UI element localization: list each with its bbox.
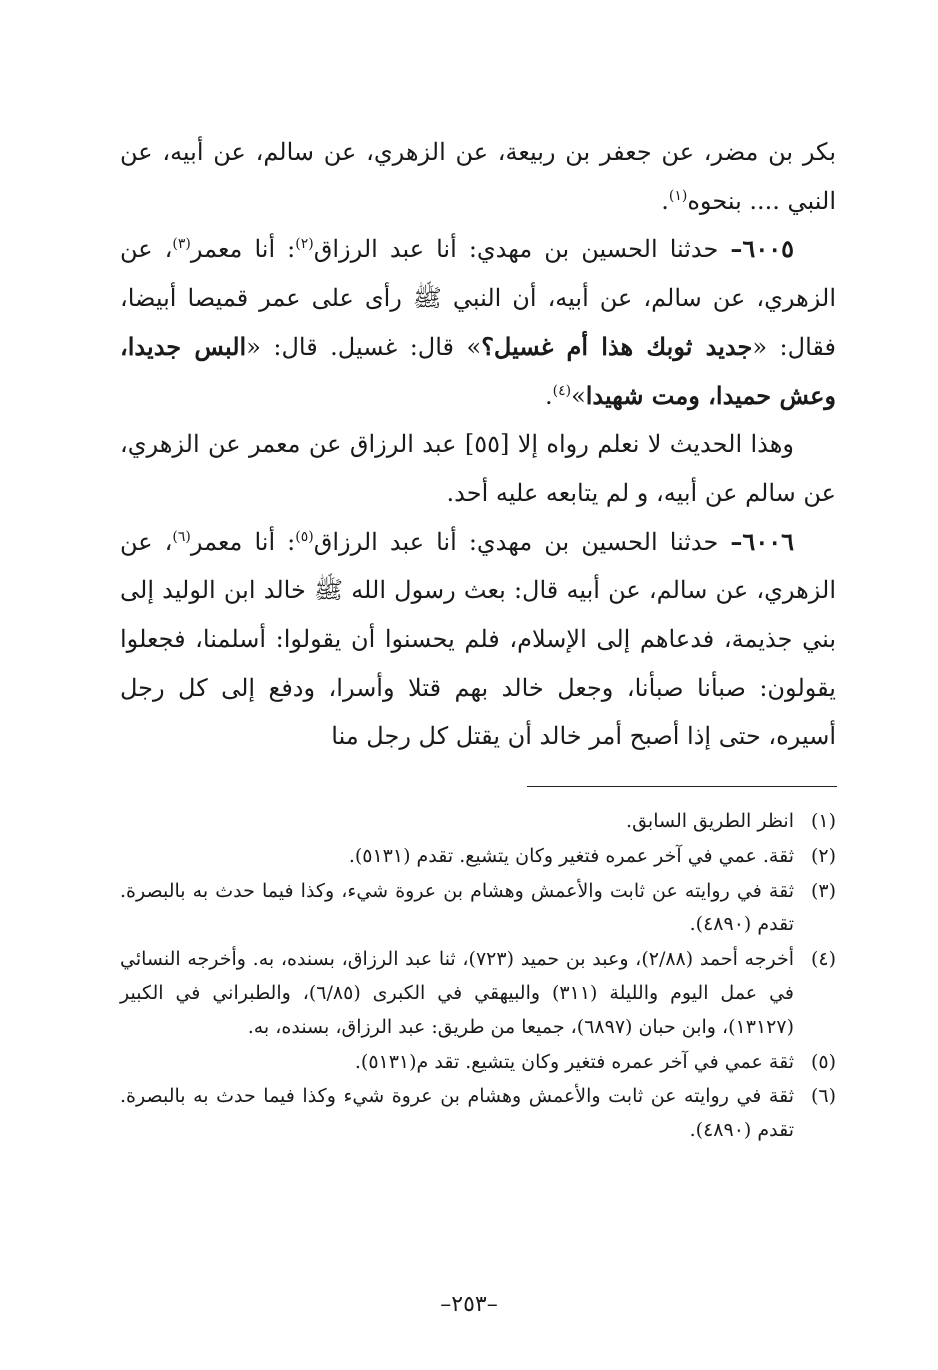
commentary-paragraph: وهذا الحديث لا نعلم رواه إلا [٥٥] عبد الرزاق عن معمر عن الزهري، عن سالم عن أبيه، و لم يتابعه عليه أحد.	[120, 430, 836, 507]
footnote-item	[120, 1046, 836, 1080]
hadith-text: : أنا معمر	[190, 527, 296, 556]
footnote-number: (٥)	[810, 1050, 836, 1073]
footnote-text: أخرجه أحمد (٢/٨٨)، وعبد بن حميد (٧٢٣)، ثنا عبد الرزاق، بسنده، به. وأخرجه النسائي في عمل اليوم والليلة (٣١١) والبيهقي في الكبرى (٦/٨٥)، والطبراني في الكبير (١٣١٢٧)، وابن حبان (٦٨٩٧)، جميعا من طريق: عبد الرزاق، بسنده، به.	[120, 948, 795, 1038]
footnote-number: (٣)	[810, 879, 836, 902]
hadith-text: » قال: غسيل. قال: «	[246, 332, 482, 361]
footnote-ref-3: (٣)	[172, 236, 191, 253]
paragraph-continuation	[120, 128, 836, 225]
hadith-text: حدثنا الحسين بن مهدي: أنا عبد الرزاق	[313, 527, 731, 556]
hadith-text: .	[544, 381, 553, 410]
footnote-number: (١)	[810, 810, 836, 832]
footnotes	[120, 805, 836, 1149]
hadith-number: ٦٠٠٦–	[730, 526, 794, 556]
hadith-6005	[120, 225, 836, 420]
footnote-text: انظر الطريق السابق.	[626, 810, 794, 832]
footnote-ref-2: (٢)	[295, 236, 314, 253]
footnote-item	[120, 805, 836, 839]
footnote-ref-1: (١)	[668, 187, 688, 204]
hadith-number: ٦٠٠٥–	[730, 234, 794, 264]
footnote-text: ثقة في روايته عن ثابت والأعمش وهشام بن عروة شيء، وكذا فيما حدث به بالبصرة. تقدم (٤٨٩٠).	[120, 879, 794, 936]
hadith-text: ، عن الزهري، عن سالم، عن أبيه، أن النبي ﷺ رأى على عمر قميصا أبيضا، فقال: «	[120, 235, 836, 361]
footnote-ref-6: (٦)	[172, 528, 191, 545]
footnote-ref-4: (٤)	[552, 382, 572, 399]
footnote-number: (٢)	[810, 844, 836, 867]
paragraph-end: .	[661, 186, 669, 215]
hadith-text: حدثنا الحسين بن مهدي: أنا عبد الرزاق	[313, 235, 731, 264]
paragraph-text: بكر بن مضر، عن جعفر بن ربيعة، عن الزهري، عن سالم، عن أبيه، عن النبي .... بنحوه	[120, 138, 836, 215]
footnote-item	[120, 840, 836, 874]
prophet-quote: البس جديدا، وعش حميدا، ومت شهيدا	[120, 331, 836, 410]
footnote-ref-5: (٥)	[295, 528, 314, 545]
hadith-text: ، عن الزهري، عن سالم، عن أبيه قال: بعث رسول الله ﷺ خالد ابن الوليد إلى بني جذيمة، فدعاهم إلى الإسلام، فلم يحسنوا أن يقولوا: أسلمنا، فجعلوا يقولون: صبأنا صبأنا، وجعل خالد بهم قتلا وأسرا، ودفع إلى كل رجل أسيره، حتى إذا أصبح أمر خالد أن يقتل كل رجل منا	[120, 527, 836, 751]
footnote-text: ثقة. عمي في آخر عمره فتغير وكان يتشيع. تقدم (٥١٣١).	[348, 844, 794, 867]
footnote-number: (٤)	[810, 948, 836, 971]
prophet-quote: جديد ثوبك هذا أم غسيل؟	[481, 331, 753, 361]
hadith-text: : أنا معمر	[190, 235, 296, 264]
footnote-text: ثقة عمي في آخر عمره فتغير وكان يتشيع. تقد م(٥١٣١).	[354, 1050, 794, 1073]
footnote-divider	[527, 786, 837, 787]
hadith-text: »	[571, 381, 586, 410]
footnote-number: (٦)	[810, 1085, 836, 1108]
footnote-item	[120, 1080, 836, 1148]
main-text	[120, 128, 836, 761]
footnote-text: ثقة في روايته عن ثابت والأعمش وهشام بن عروة شيء وكذا فيما حدث به بالبصرة. تقدم (٤٨٩٠).	[120, 1085, 794, 1142]
footnote-item	[120, 943, 836, 1044]
hadith-6006	[120, 518, 836, 762]
page-number: –٢٥٣–	[440, 1292, 498, 1317]
footnote-item	[120, 875, 836, 943]
page-body	[120, 128, 836, 761]
